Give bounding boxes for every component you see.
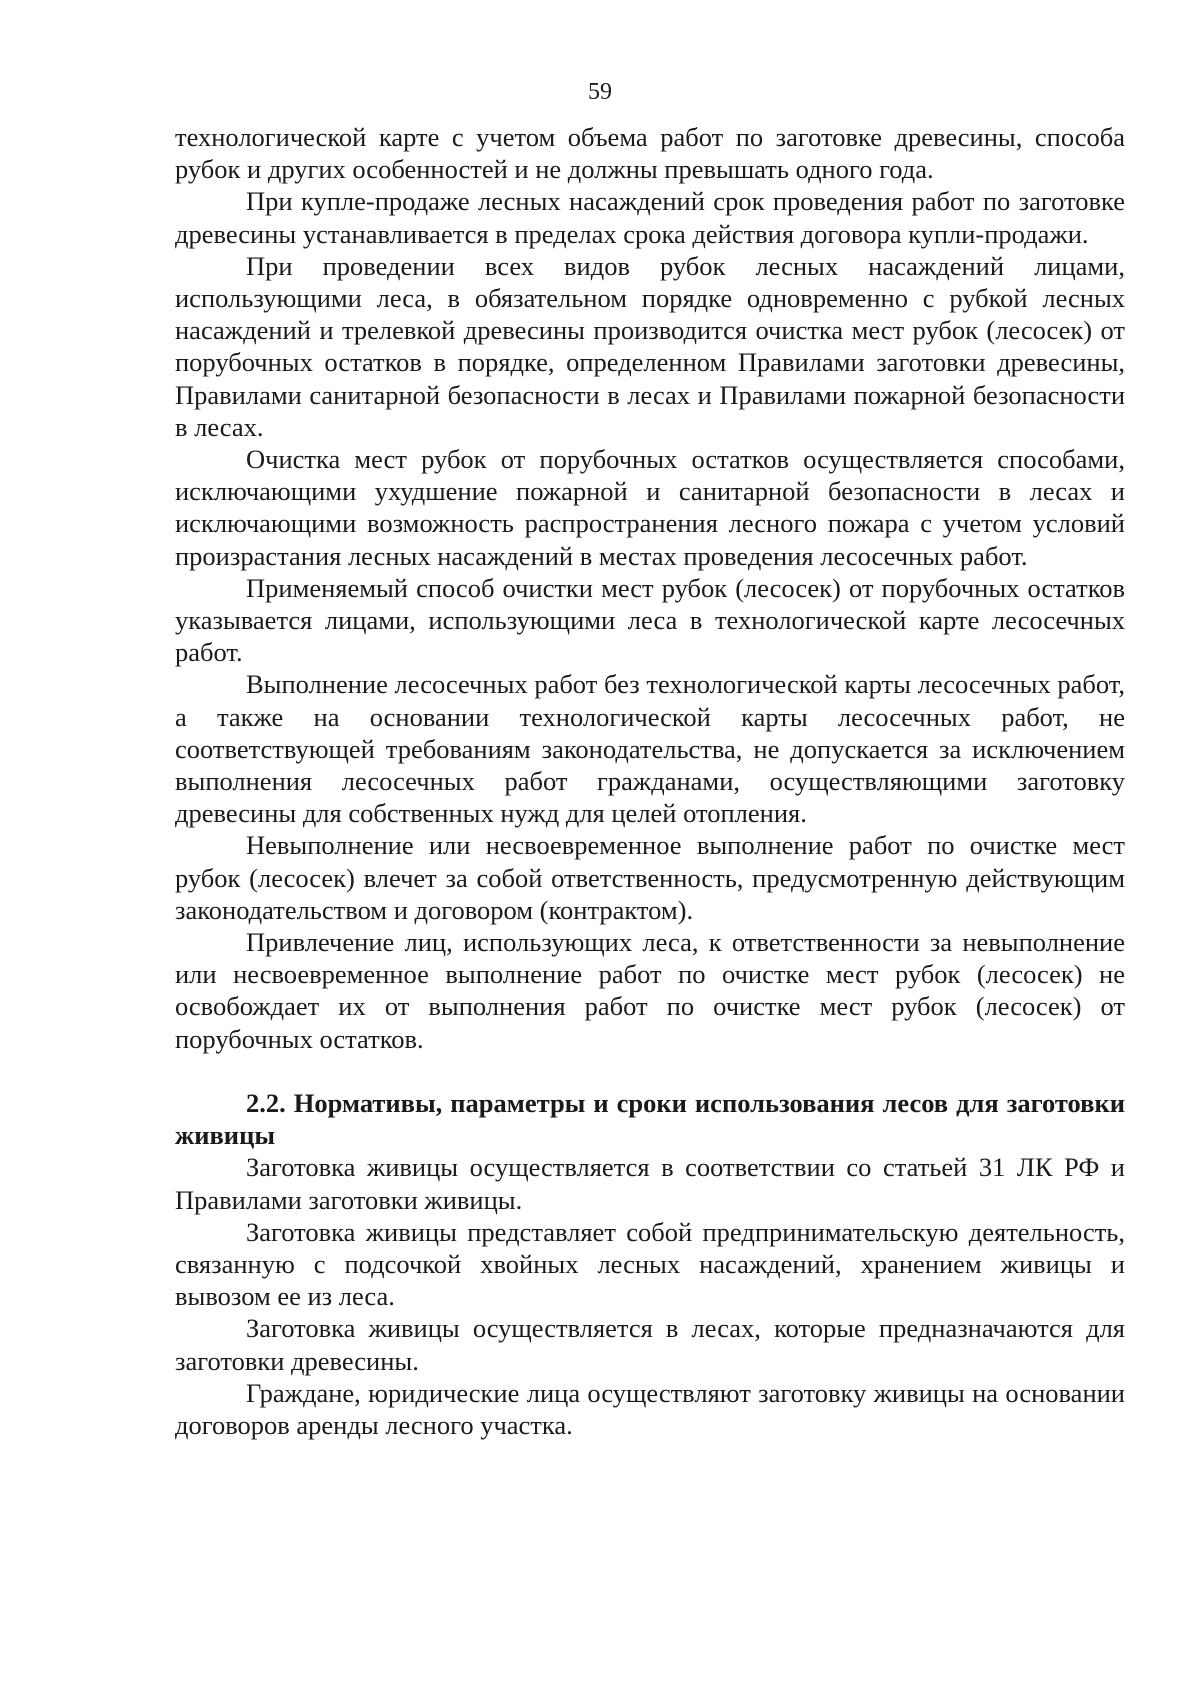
- paragraph-sale-term: При купле-продаже лесных насаждений срок проведения работ по заготовке древесины устанавливается в пределах срока действия договора купли-продажи.: [175, 186, 1125, 249]
- paragraph-resin-forests: Заготовка живицы осуществляется в лесах, которые предназначаются для заготовки древесины.: [175, 1313, 1125, 1376]
- page-number: 59: [588, 79, 612, 105]
- paragraph-technological-map: Выполнение лесосечных работ без технологической карты лесосечных работ, а также на основании технологической карты лесосечных работ, не соответствующей требованиям законодательства, не допускается за исключением выполнения лесосечных работ гражданами, осуществляющими заготовку древесины для собственных нужд для целей отопления.: [175, 669, 1125, 829]
- document-body: [175, 121, 1125, 1441]
- paragraph-cleaning-methods: Очистка мест рубок от порубочных остатков осуществляется способами, исключающими ухудшение пожарной и санитарной безопасности в лесах и исключающими возможность распространения лесного пожара с учетом условий произрастания лесных насаждений в местах проведения лесосечных работ.: [175, 444, 1125, 571]
- section-heading: 2.2. Нормативы, параметры и сроки использования лесов для заготовки живицы: [175, 1087, 1125, 1151]
- paragraph-resin-article: Заготовка живицы осуществляется в соответствии со статьей 31 ЛК РФ и Правилами заготовки живицы.: [175, 1152, 1125, 1215]
- paragraph-liability-not-exempt: Привлечение лиц, использующих леса, к ответственности за невыполнение или несвоевременное выполнение работ по очистке мест рубок (лесосек) не освобождает их от выполнения работ по очистке мест рубок (лесосек) от порубочных остатков.: [175, 927, 1125, 1054]
- paragraph-continuation: технологической карте с учетом объема работ по заготовке древесины, способа рубок и других особенностей и не должны превышать одного года.: [175, 122, 1125, 185]
- paragraph-liability: Невыполнение или несвоевременное выполнение работ по очистке мест рубок (лесосек) влечет за собой ответственность, предусмотренную действующим законодательством и договором (контрактом).: [175, 830, 1125, 925]
- paragraph-cleaning-requirement: При проведении всех видов рубок лесных насаждений лицами, использующими леса, в обязательном порядке одновременно с рубкой лесных насаждений и трелевкой древесины производится очистка мест рубок (лесосек) от порубочных остатков в порядке, определенном Правилами заготовки древесины, Правилами санитарной безопасности в лесах и Правилами пожарной безопасности в лесах.: [175, 250, 1125, 442]
- paragraph-resin-activity: Заготовка живицы представляет собой предпринимательскую деятельность, связанную с подсочкой хвойных лесных насаждений, хранением живицы и вывозом ее из леса.: [175, 1216, 1125, 1312]
- paragraph-resin-lease: Граждане, юридические лица осуществляют заготовку живицы на основании договоров аренды лесного участка.: [175, 1377, 1125, 1440]
- paragraph-cleaning-method-indication: Применяемый способ очистки мест рубок (лесосек) от порубочных остатков указывается лицами, использующими леса в технологической карте лесосечных работ.: [175, 572, 1125, 668]
